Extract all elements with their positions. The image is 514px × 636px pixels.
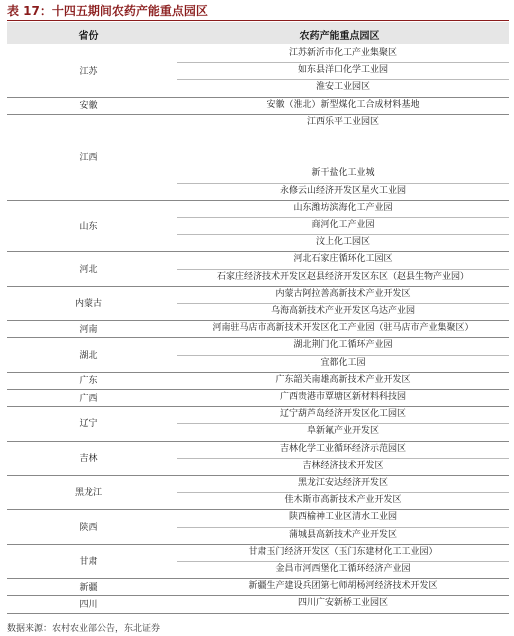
cell-divider — [177, 492, 509, 493]
province-cell: 内蒙古 — [74, 298, 102, 309]
province-cell: 河北 — [79, 264, 98, 275]
table-row — [7, 320, 509, 338]
cell-divider — [177, 79, 509, 80]
park-cell: 金昌市河西堡化工循环经济产业园 — [275, 563, 411, 574]
table-row — [7, 337, 509, 372]
cell-divider — [177, 561, 509, 562]
province-cell: 辽宁 — [79, 419, 98, 430]
park-cell: 广东韶关南雄高新技术产业开发区 — [275, 374, 411, 385]
park-cell: 山东潍坊滨海化工产业园 — [293, 202, 393, 213]
park-cell: 河南驻马店市高新技术开发区化工产业园（驻马店市产业集聚区） — [212, 323, 474, 334]
cell-divider — [177, 234, 509, 235]
park-cell: 宜都化工园 — [320, 357, 366, 368]
table-row — [7, 578, 509, 596]
province-cell: 陕西 — [79, 522, 98, 533]
table-row — [7, 509, 509, 544]
table-row — [7, 544, 509, 579]
province-cell: 山东 — [79, 221, 98, 232]
park-cell: 甘肃玉门经济开发区（玉门东建材化工工业园） — [248, 546, 438, 557]
park-cell: 内蒙古阿拉善高新技术产业开发区 — [275, 288, 411, 299]
header-parks: 农药产能重点园区 — [299, 31, 380, 42]
province-cell: 吉林 — [79, 453, 98, 464]
park-cell: 阜新氟产业开发区 — [306, 426, 379, 437]
cell-divider — [177, 355, 509, 356]
cell-divider — [177, 527, 509, 528]
data-source: 数据来源：农村农业部公告，东北证券 — [7, 624, 161, 634]
province-cell: 甘肃 — [79, 556, 98, 567]
province-cell: 河南 — [79, 324, 98, 335]
park-cell: 广西贵港市覃塘区新材料科技园 — [279, 392, 406, 402]
park-cell: 汶上化工园区 — [315, 237, 370, 248]
park-cell: 石家庄经济技术开发区赵县经济开发区东区（赵县生物产业园） — [216, 271, 469, 282]
park-cell: 安徽（淮北）新型煤化工合成材料基地 — [266, 99, 420, 110]
table-row — [7, 114, 509, 201]
table-row — [7, 45, 509, 98]
cell-divider — [177, 423, 509, 424]
park-cell: 四川广安新桥工业园区 — [297, 598, 388, 609]
cell-divider — [177, 458, 509, 459]
park-cell: 淮安工业园区 — [315, 82, 370, 93]
cell-divider — [177, 183, 509, 184]
header-province: 省份 — [78, 31, 99, 42]
park-cell: 永修云山经济开发区星火工业园 — [279, 185, 406, 196]
province-cell: 江西 — [79, 152, 98, 163]
park-cell: 吉林经济技术开发区 — [302, 460, 384, 471]
province-cell: 江苏 — [79, 66, 98, 77]
park-cell: 河北石家庄循环化工园区 — [293, 254, 393, 265]
table-row — [7, 97, 509, 115]
park-cell: 江西乐平工业园区 — [306, 116, 379, 127]
table-row — [7, 441, 509, 476]
table-row — [7, 389, 509, 407]
title-underline — [7, 20, 509, 21]
park-cell: 新干盐化工业城 — [311, 168, 375, 179]
park-cell: 蒲城县高新技术产业开发区 — [288, 529, 397, 540]
province-cell: 新疆 — [79, 582, 98, 593]
cell-divider — [177, 269, 509, 270]
province-cell: 湖北 — [79, 350, 98, 361]
park-cell: 吉林化学工业循环经济示范园区 — [279, 443, 406, 454]
park-cell: 乌海高新技术产业开发区乌达产业园 — [270, 305, 415, 316]
park-cell: 佳木斯市高新技术产业开发区 — [284, 495, 402, 506]
table-row — [7, 475, 509, 510]
table-row — [7, 251, 509, 286]
table-header — [7, 22, 509, 44]
park-cell: 辽宁葫芦岛经济开发区化工园区 — [279, 409, 406, 420]
park-cell: 湖北荆门化工循环产业园 — [293, 340, 393, 351]
province-cell: 安徽 — [79, 101, 98, 112]
park-cell: 黑龙江安达经济开发区 — [297, 478, 388, 488]
province-cell: 广西 — [79, 393, 98, 404]
park-cell: 商河化工产业园 — [311, 219, 375, 230]
park-cell — [177, 131, 509, 148]
park-cell: 江苏新沂市化工产业集聚区 — [288, 48, 397, 58]
park-cell: 陕西榆神工业区清水工业园 — [288, 512, 397, 523]
table-row — [7, 595, 509, 613]
cell-divider — [177, 303, 509, 304]
park-cell: 如东县洋口化学工业园 — [297, 65, 388, 76]
table-row — [7, 372, 509, 390]
park-cell — [177, 148, 509, 165]
cell-divider — [177, 62, 509, 63]
table-row — [7, 406, 509, 441]
province-cell: 黑龙江 — [74, 488, 102, 499]
table-title: 表 17：十四五期间农药产能重点园区 — [7, 4, 208, 18]
table-row — [7, 286, 509, 321]
table-row — [7, 200, 509, 253]
province-cell: 广东 — [79, 376, 98, 387]
cell-divider — [177, 217, 509, 218]
province-cell: 四川 — [79, 599, 98, 610]
park-cell: 新疆生产建设兵团第七师胡杨河经济技术开发区 — [248, 581, 438, 592]
